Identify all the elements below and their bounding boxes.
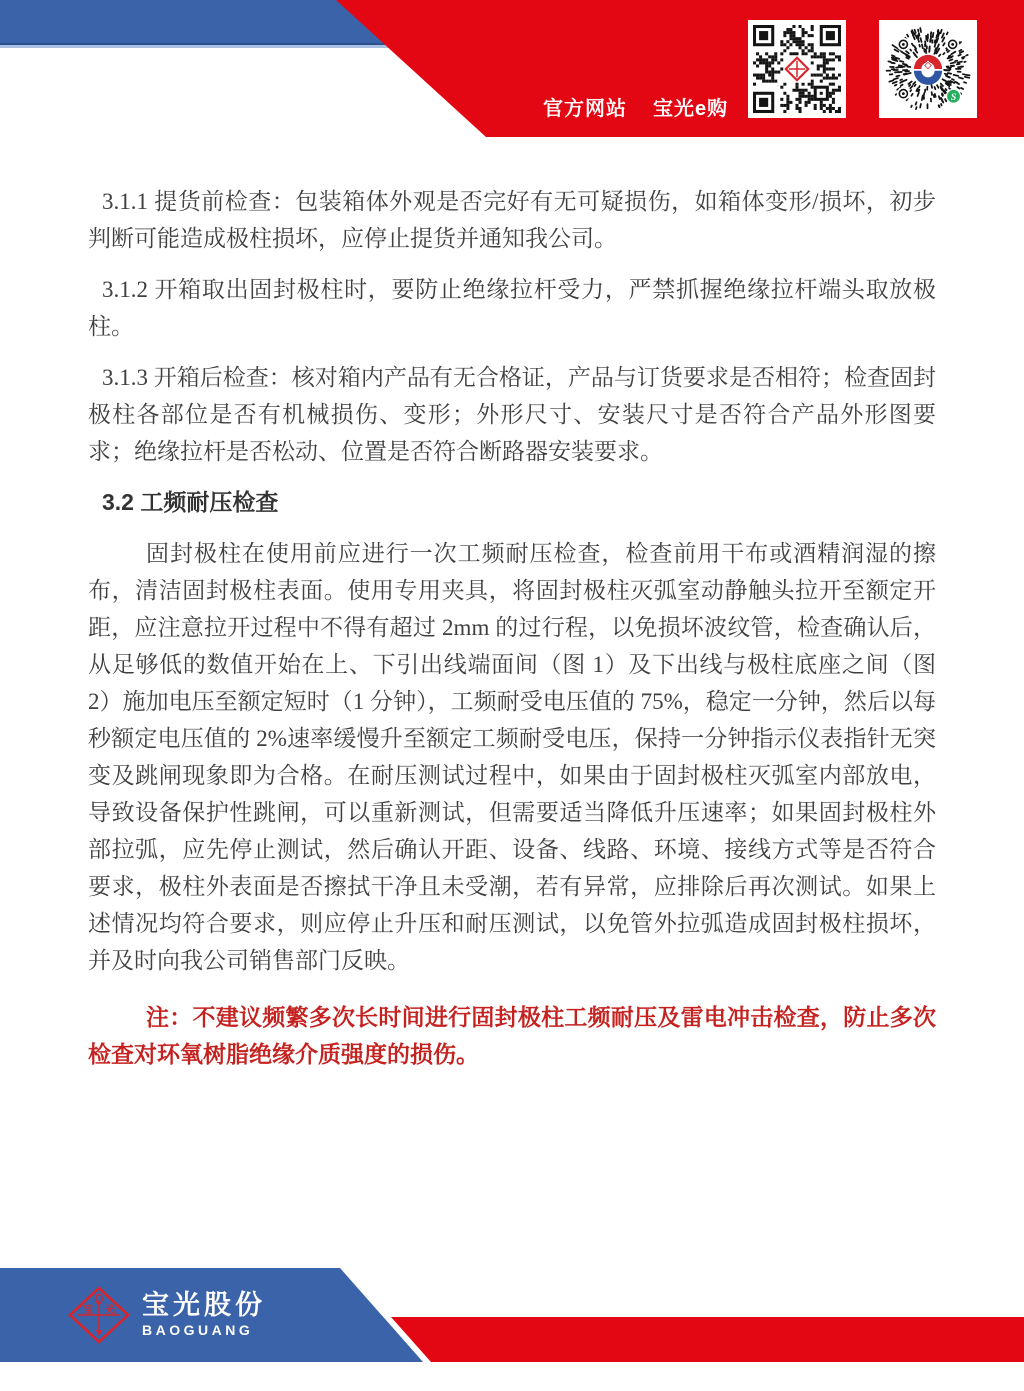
official-website-label: 官方网站 [543, 98, 627, 120]
qr-code-icon [753, 25, 841, 113]
svg-text:宝: 宝 [83, 1305, 93, 1316]
wechat-mini-program-qr-code [879, 20, 977, 118]
svg-text:光: 光 [105, 1305, 115, 1316]
warning-note: 注：不建议频繁多次长时间进行固封极柱工频耐压及雷电冲击检查，防止多次检查对环氧树脂绝缘介质强度的损伤。 [88, 1005, 936, 1067]
section-heading-3-2: 3.2 工频耐压检查 [102, 489, 279, 515]
header-links [543, 97, 728, 121]
company-logo [68, 1286, 266, 1344]
paragraph-3-1-1: 3.1.1 提货前检查：包装箱体外观是否完好有无可疑损伤，如箱体变形/损坏，初步判断可能造成极柱损坏，应停止提货并通知我公司。 [88, 189, 936, 251]
company-name [142, 1291, 266, 1339]
baoguang-diamond-logo-icon [68, 1286, 130, 1344]
page-header [0, 0, 1024, 137]
paragraph-3-1-3: 3.1.3 开箱后检查：核对箱内产品有无合格证，产品与订货要求是否相符；检查固封极柱各部位是否有机械损伤、变形；外形尺寸、安装尺寸是否符合产品外形图要求；绝缘拉杆是否松动、位置是否符合断路器安装要求。 [88, 365, 936, 464]
eshop-label: 宝光e购 [653, 98, 729, 120]
paragraph-3-2-body: 固封极柱在使用前应进行一次工频耐压检查，检查前用干布或酒精润湿的擦布，清洁固封极柱表面。使用专用夹具，将固封极柱灭弧室动静触头拉开至额定开距，应注意拉开过程中不得有超过 2mm 的过行程，以免损坏波纹管，检查确认后，从足够低的数值开始在上、下引出线端面间（图 1）及下出线与极柱底座之间（图 2）施加电压至额定短时（1 分钟），工频耐受电压值的 75%，稳定一分钟，然后以每秒额定电压值的 2%速率缓慢升至额定工频耐受电压，保持一分钟指示仪表指针无突变及跳闸现象即为合格。在耐压测试过程中，如果由于固封极柱灭弧室内部放电，导致设备保护性跳闸，可以重新测试，但需要适当降低升压速率；如果固封极柱外部拉弧，应先停止测试，然后确认开距、设备、线路、环境、接线方式等是否符合要求，极柱外表面是否擦拭干净且未受潮，若有异常，应排除后再次测试。如果上述情况均符合要求，则应停止升压和耐压测试，以免管外拉弧造成固封极柱损坏，并及时向我公司销售部门反映。 [88, 541, 936, 973]
company-name-en: BAOGUANG [142, 1322, 254, 1339]
website-qr-code [748, 20, 846, 118]
wechat-qr-icon [884, 25, 972, 113]
paragraph-3-1-2: 3.1.2 开箱取出固封极柱时，要防止绝缘拉杆受力，严禁抓握绝缘拉杆端头取放极柱。 [88, 277, 936, 339]
svg-text:S: S [950, 91, 957, 103]
company-name-cn: 宝光股份 [142, 1289, 266, 1320]
document-body [88, 137, 936, 1087]
